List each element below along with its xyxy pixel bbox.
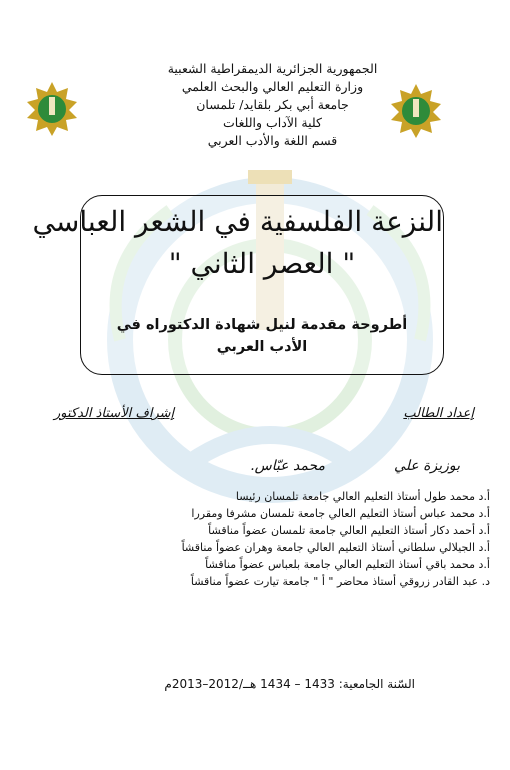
student-label: إعداد الطالب (403, 406, 474, 421)
header-faculty: كلية الآداب واللغات (223, 115, 322, 130)
header-republic: الجمهورية الجزائرية الديمقراطية الشعبية (167, 61, 378, 76)
committee-member: د. عبد القادر زروقي أستاذ محاضر " أ " جامعة تيارت عضواً مناقشاً (190, 575, 490, 588)
committee-member: أ.د محمد طول أستاذ التعليم العالي جامعة تلمسان رئيسا (235, 490, 490, 503)
title-box (32, 195, 444, 375)
committee-member: أ.د الجيلالي سلطاني أستاذ التعليم العالي جامعة وهران عضواً مناقشاً (181, 541, 490, 554)
header-department: قسم اللغة والأدب العربي (207, 133, 338, 148)
committee-member: أ.د محمد عباس أستاذ التعليم العالي جامعة تلمسان مشرفا ومقررا (191, 507, 490, 520)
academic-year: السّنة الجامعية: 1433 – 1434 هــ/2012–2013م (164, 677, 415, 691)
thesis-title: النزعة الفلسفية في الشعر العباسي (32, 205, 443, 238)
supervisor-label: إشراف الأستاذ الدكتور (54, 406, 175, 421)
student-name: بوزيزة علي (394, 458, 460, 474)
university-emblem-right (388, 82, 444, 140)
names-row (40, 458, 460, 480)
supervisor-name: محمد عبّاس. (250, 458, 325, 474)
committee-member: أ.د محمد باقي أستاذ التعليم العالي جامعة بلعباس عضواً مناقشاً (205, 558, 490, 571)
thesis-subtitle: " العصر الثاني " (168, 247, 356, 280)
university-emblem-left (24, 80, 80, 138)
institution-header (150, 60, 395, 150)
roles-row (40, 406, 480, 426)
header-university: جامعة أبي بكر بلقايد/ تلمسان (196, 97, 349, 112)
committee-list (60, 488, 490, 590)
committee-member: أ.د أحمد دكار أستاذ التعليم العالي جامعة تلمسان عضواً مناقشاً (208, 524, 490, 537)
header-ministry: وزارة التعليم العالي والبحث العلمي (181, 79, 364, 94)
thesis-description: أطروحة مقدمة لنيل شهادة الدكتوراه في الأدب العربي (116, 317, 408, 355)
